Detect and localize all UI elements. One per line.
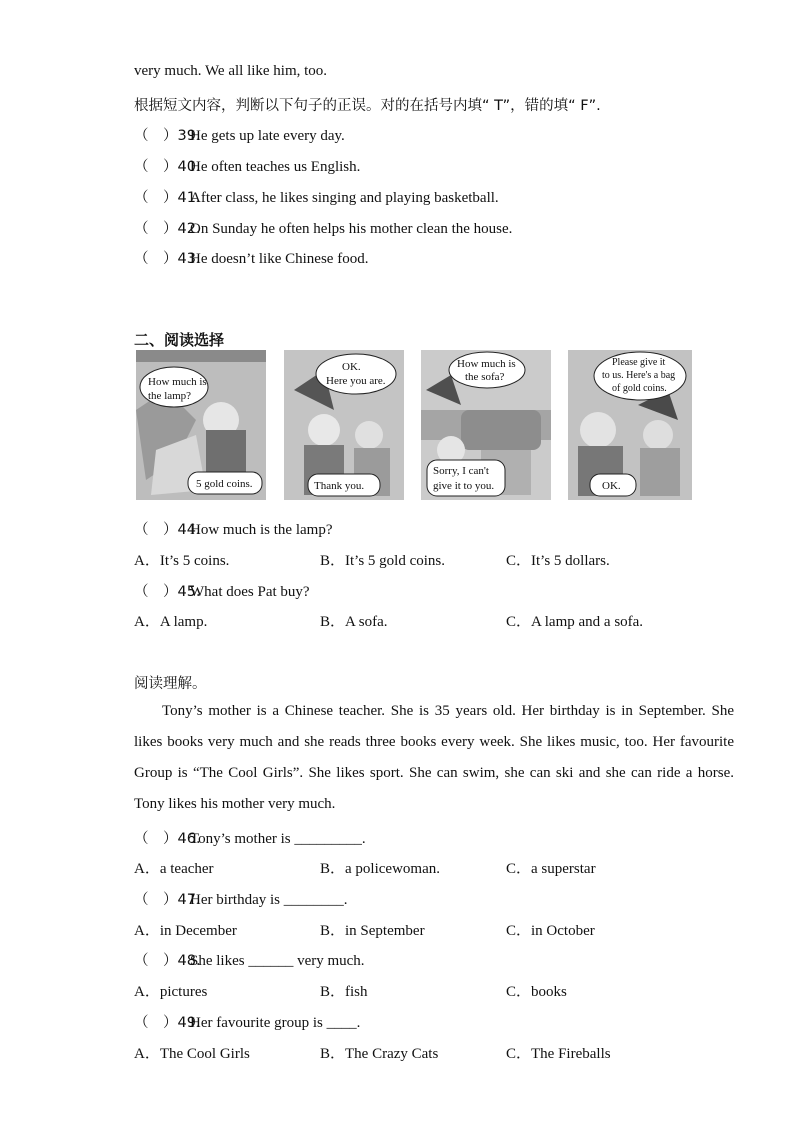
bubble-line: Please give it [612, 357, 666, 368]
option-c[interactable]: C．a superstar [506, 861, 596, 877]
bubble-line: OK. [342, 361, 361, 373]
option-b[interactable]: B．It’s 5 gold coins. [320, 553, 446, 569]
answer-blank[interactable]: （ ）49． [134, 1015, 211, 1031]
option-a[interactable]: A．The Cool Girls [134, 1046, 250, 1062]
reading-passage: Tony’s mother is a Chinese teacher. She is 35 years old. Her birthday is in September. She likes books very much and she reads three books every week. She likes music, too. Her favourite Group is “The Cool Girls”. She likes sport. She can swim, she can ski and she can ride a horse. Tony likes his mother very much. [134, 703, 734, 812]
comic-panel-1 [136, 350, 266, 500]
option-a[interactable]: A．A lamp. [134, 614, 208, 630]
option-c[interactable]: C．It’s 5 dollars. [506, 553, 610, 569]
bubble-line: How much is [457, 358, 516, 370]
question-text: Her favourite group is ____. [190, 1015, 361, 1031]
comic-illustration-1 [136, 350, 266, 500]
answer-blank[interactable]: （ ）47． [134, 892, 211, 908]
question-49 [134, 1011, 360, 1032]
question-text: After class, he likes singing and playing basketball. [190, 190, 499, 206]
question-39 [134, 124, 345, 145]
question-text: On Sunday he often helps his mother clean the house. [190, 221, 513, 237]
answer-blank[interactable]: （ ）39． [134, 128, 211, 144]
comic-panel-2 [284, 350, 404, 500]
question-text: He gets up late every day. [190, 128, 345, 144]
question-41 [134, 186, 499, 207]
question-text: He often teaches us English. [190, 159, 361, 175]
answer-blank[interactable]: （ ）44． [134, 522, 211, 538]
question-48 [134, 949, 365, 970]
question-text: Tony’s mother is _________. [190, 831, 366, 847]
bubble-line: give it to you. [433, 480, 495, 492]
question-text: How much is the lamp? [190, 522, 333, 538]
answer-blank[interactable]: （ ）41． [134, 190, 211, 206]
option-b[interactable]: B．The Crazy Cats [320, 1046, 439, 1062]
passage-continuation: very much. We all like him, too. [134, 63, 328, 79]
option-a[interactable]: A．in December [134, 923, 237, 939]
option-b[interactable]: B．in September [320, 923, 425, 939]
reading-title: 阅读理解。 [134, 676, 207, 692]
question-text: What does Pat buy? [190, 584, 310, 600]
option-c[interactable]: C．in October [506, 923, 595, 939]
bubble-line: 5 gold coins. [196, 478, 253, 490]
question-text: She likes ______ very much. [190, 953, 365, 969]
option-a[interactable]: A．It’s 5 coins. [134, 553, 230, 569]
tf-instruction: 根据短文内容，判断以下句子的正误。对的在括号内填“ T”，错的填“ F”. [134, 98, 601, 114]
question-45 [134, 580, 310, 601]
comic-panel-4 [568, 350, 692, 500]
answer-blank[interactable]: （ ）43． [134, 251, 211, 267]
answer-blank[interactable]: （ ）45． [134, 584, 211, 600]
option-b[interactable]: B．fish [320, 984, 368, 1000]
question-46 [134, 827, 366, 848]
bubble-line: Here you are. [326, 375, 386, 387]
comic-illustration-2 [284, 350, 404, 500]
question-43 [134, 247, 368, 268]
bubble-line: Thank you. [314, 480, 365, 492]
answer-blank[interactable]: （ ）46． [134, 831, 211, 847]
question-42 [134, 217, 512, 238]
option-c[interactable]: C．A lamp and a sofa. [506, 614, 644, 630]
comic-illustration-3 [421, 350, 551, 500]
option-b[interactable]: B．A sofa. [320, 614, 388, 630]
option-b[interactable]: B．a policewoman. [320, 861, 440, 877]
option-a[interactable]: A．pictures [134, 984, 208, 1000]
bubble-line: the sofa? [465, 371, 505, 383]
bubble-line: to us. Here's a bag [602, 370, 676, 381]
section-title-reading-choice: 二、阅读选择 [134, 331, 225, 349]
option-c[interactable]: C．books [506, 984, 567, 1000]
bubble-line: the lamp? [148, 390, 192, 402]
option-c[interactable]: C．The Fireballs [506, 1046, 611, 1062]
bubble-line: of gold coins. [612, 383, 667, 394]
comic-illustration-4 [568, 350, 692, 500]
option-a[interactable]: A．a teacher [134, 861, 214, 877]
question-47 [134, 888, 347, 909]
bubble-line: OK. [602, 480, 621, 492]
comic-panel-3 [421, 350, 551, 500]
bubble-line: Sorry, I can't [433, 465, 489, 477]
answer-blank[interactable]: （ ）42． [134, 221, 211, 237]
question-44 [134, 518, 332, 539]
answer-blank[interactable]: （ ）48． [134, 953, 211, 969]
question-text: Her birthday is ________. [190, 892, 348, 908]
bubble-line: How much is [148, 376, 207, 388]
answer-blank[interactable]: （ ）40． [134, 159, 211, 175]
question-text: He doesn’t like Chinese food. [190, 251, 369, 267]
question-40 [134, 155, 360, 176]
